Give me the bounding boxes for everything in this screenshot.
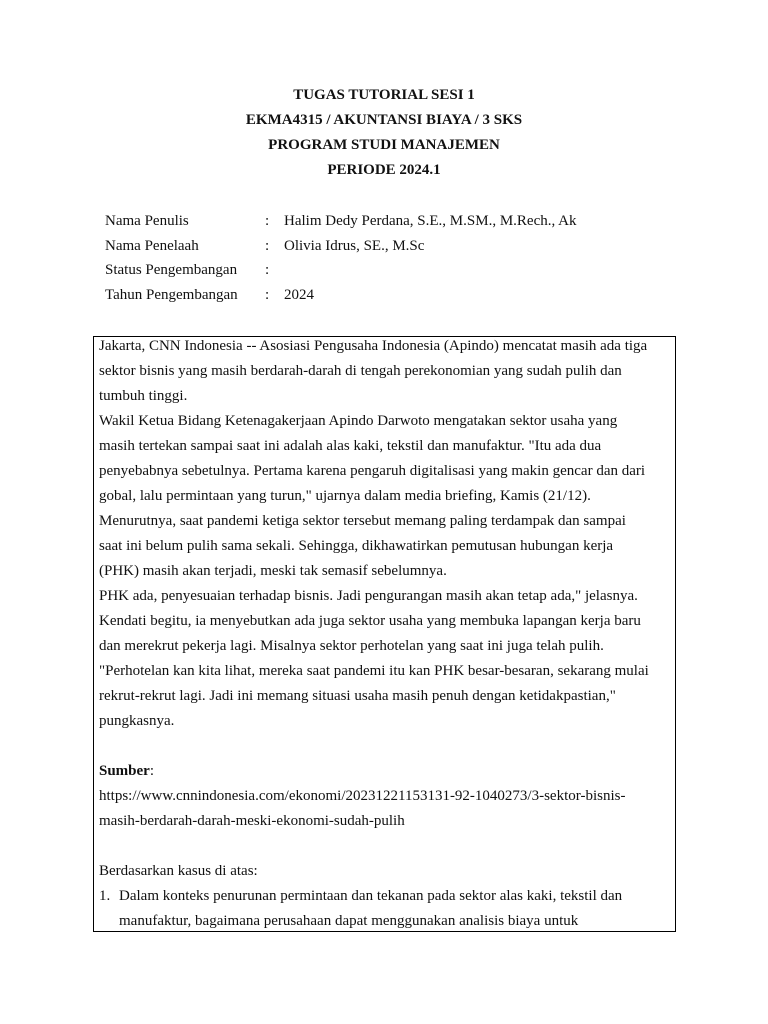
- source-colon: :: [149, 763, 155, 779]
- info-table: [105, 209, 576, 308]
- header-program: PROGRAM STUDI MANAJEMEN: [268, 137, 500, 153]
- info-row-status: [105, 258, 576, 283]
- question-item: [99, 884, 675, 932]
- info-separator: :: [265, 287, 270, 304]
- article-paragraph: [99, 409, 675, 509]
- article-line: masih tertekan sampai saat ini adalah alas kaki, tekstil dan manufaktur. "Itu ada dua: [99, 438, 602, 454]
- info-separator: :: [265, 262, 270, 279]
- source-url-line: masih-berdarah-darah-meski-ekonomi-sudah-pulih: [99, 813, 405, 829]
- article-line: tumbuh tinggi.: [99, 388, 188, 404]
- info-label: Nama Penelaah: [105, 237, 199, 254]
- info-label: Tahun Pengembangan: [105, 287, 238, 304]
- info-value: Olivia Idrus, SE., M.Sc: [284, 237, 425, 254]
- source-url-line: https://www.cnnindonesia.com/ekonomi/20231221153131-92-1040273/3-sektor-bisnis-: [99, 788, 626, 804]
- article-line: rekrut-rekrut lagi. Jadi ini memang situasi usaha masih penuh dengan ketidakpastian,": [99, 688, 616, 704]
- article-line: penyebabnya sebetulnya. Pertama karena pengaruh digitalisasi yang makin gencar dan dari: [99, 463, 646, 479]
- article-paragraph: [99, 659, 675, 734]
- info-value: Halim Dedy Perdana, S.E., M.SM., M.Rech., Ak: [284, 213, 577, 229]
- article-paragraph: [99, 336, 675, 409]
- article-paragraph: [99, 609, 675, 659]
- blank-line: [99, 734, 675, 759]
- article-line: saat ini belum pulih sama sekali. Sehingga, dikhawatirkan pemutusan hubungan kerja: [99, 538, 614, 554]
- info-separator: :: [265, 237, 270, 254]
- question-number: 1.: [99, 888, 111, 904]
- info-row-year: [105, 283, 576, 308]
- article-line: Kendati begitu, ia menyebutkan ada juga sektor usaha yang membuka lapangan kerja baru: [99, 613, 641, 629]
- article-line: Jakarta, CNN Indonesia -- Asosiasi Pengusaha Indonesia (Apindo) mencatat masih ada tiga: [99, 338, 648, 354]
- question-line: [99, 884, 675, 909]
- question-text: manufaktur, bagaimana perusahaan dapat menggunakan analisis biaya untuk: [119, 913, 579, 929]
- source-heading: [99, 759, 675, 784]
- article-line: dan merekrut pekerja lagi. Misalnya sektor perhotelan yang saat ini juga telah pulih.: [99, 638, 604, 654]
- question-line: [99, 909, 675, 932]
- article-paragraph: [99, 584, 675, 609]
- case-content: [94, 336, 675, 932]
- header-course: EKMA4315 / AKUNTANSI BIAYA / 3 SKS: [245, 112, 523, 128]
- source-label: Sumber: [99, 763, 150, 779]
- article-line: (PHK) masih akan terjadi, meski tak semasif sebelumnya.: [99, 563, 447, 579]
- article-line: gobal, lalu permintaan yang turun," ujarnya dalam media briefing, Kamis (21/12).: [99, 488, 591, 504]
- article-line: PHK ada, penyesuaian terhadap bisnis. Jadi pengurangan masih akan tetap ada," jelasnya.: [99, 588, 638, 604]
- blank-line: [99, 834, 675, 859]
- question-text: Dalam konteks penurunan permintaan dan tekanan pada sektor alas kaki, tekstil dan: [119, 888, 623, 904]
- case-box: [93, 336, 676, 932]
- article-line: pungkasnya.: [99, 713, 175, 729]
- article-line: Menurutnya, saat pandemi ketiga sektor tersebut memang paling terdampak dan sampai: [99, 513, 626, 529]
- info-value: 2024: [284, 287, 314, 304]
- header-title: TUGAS TUTORIAL SESI 1: [293, 87, 475, 103]
- info-row-author: [105, 209, 576, 234]
- document-header: [0, 83, 768, 183]
- article-line: sektor bisnis yang masih berdarah-darah di tengah perekonomian yang sudah pulih dan: [99, 363, 622, 379]
- questions-intro: Berdasarkan kasus di atas:: [99, 863, 258, 879]
- article-line: Wakil Ketua Bidang Ketenagakerjaan Apindo Darwoto mengatakan sektor usaha yang: [99, 413, 618, 429]
- header-period: PERIODE 2024.1: [327, 162, 441, 178]
- info-separator: :: [265, 213, 270, 229]
- article-paragraph: [99, 509, 675, 584]
- info-label: Status Pengembangan: [105, 262, 238, 279]
- article-line: "Perhotelan kan kita lihat, mereka saat pandemi itu kan PHK besar-besaran, sekarang mulai: [99, 663, 649, 679]
- info-label: Nama Penulis: [105, 213, 189, 229]
- info-row-reviewer: [105, 234, 576, 259]
